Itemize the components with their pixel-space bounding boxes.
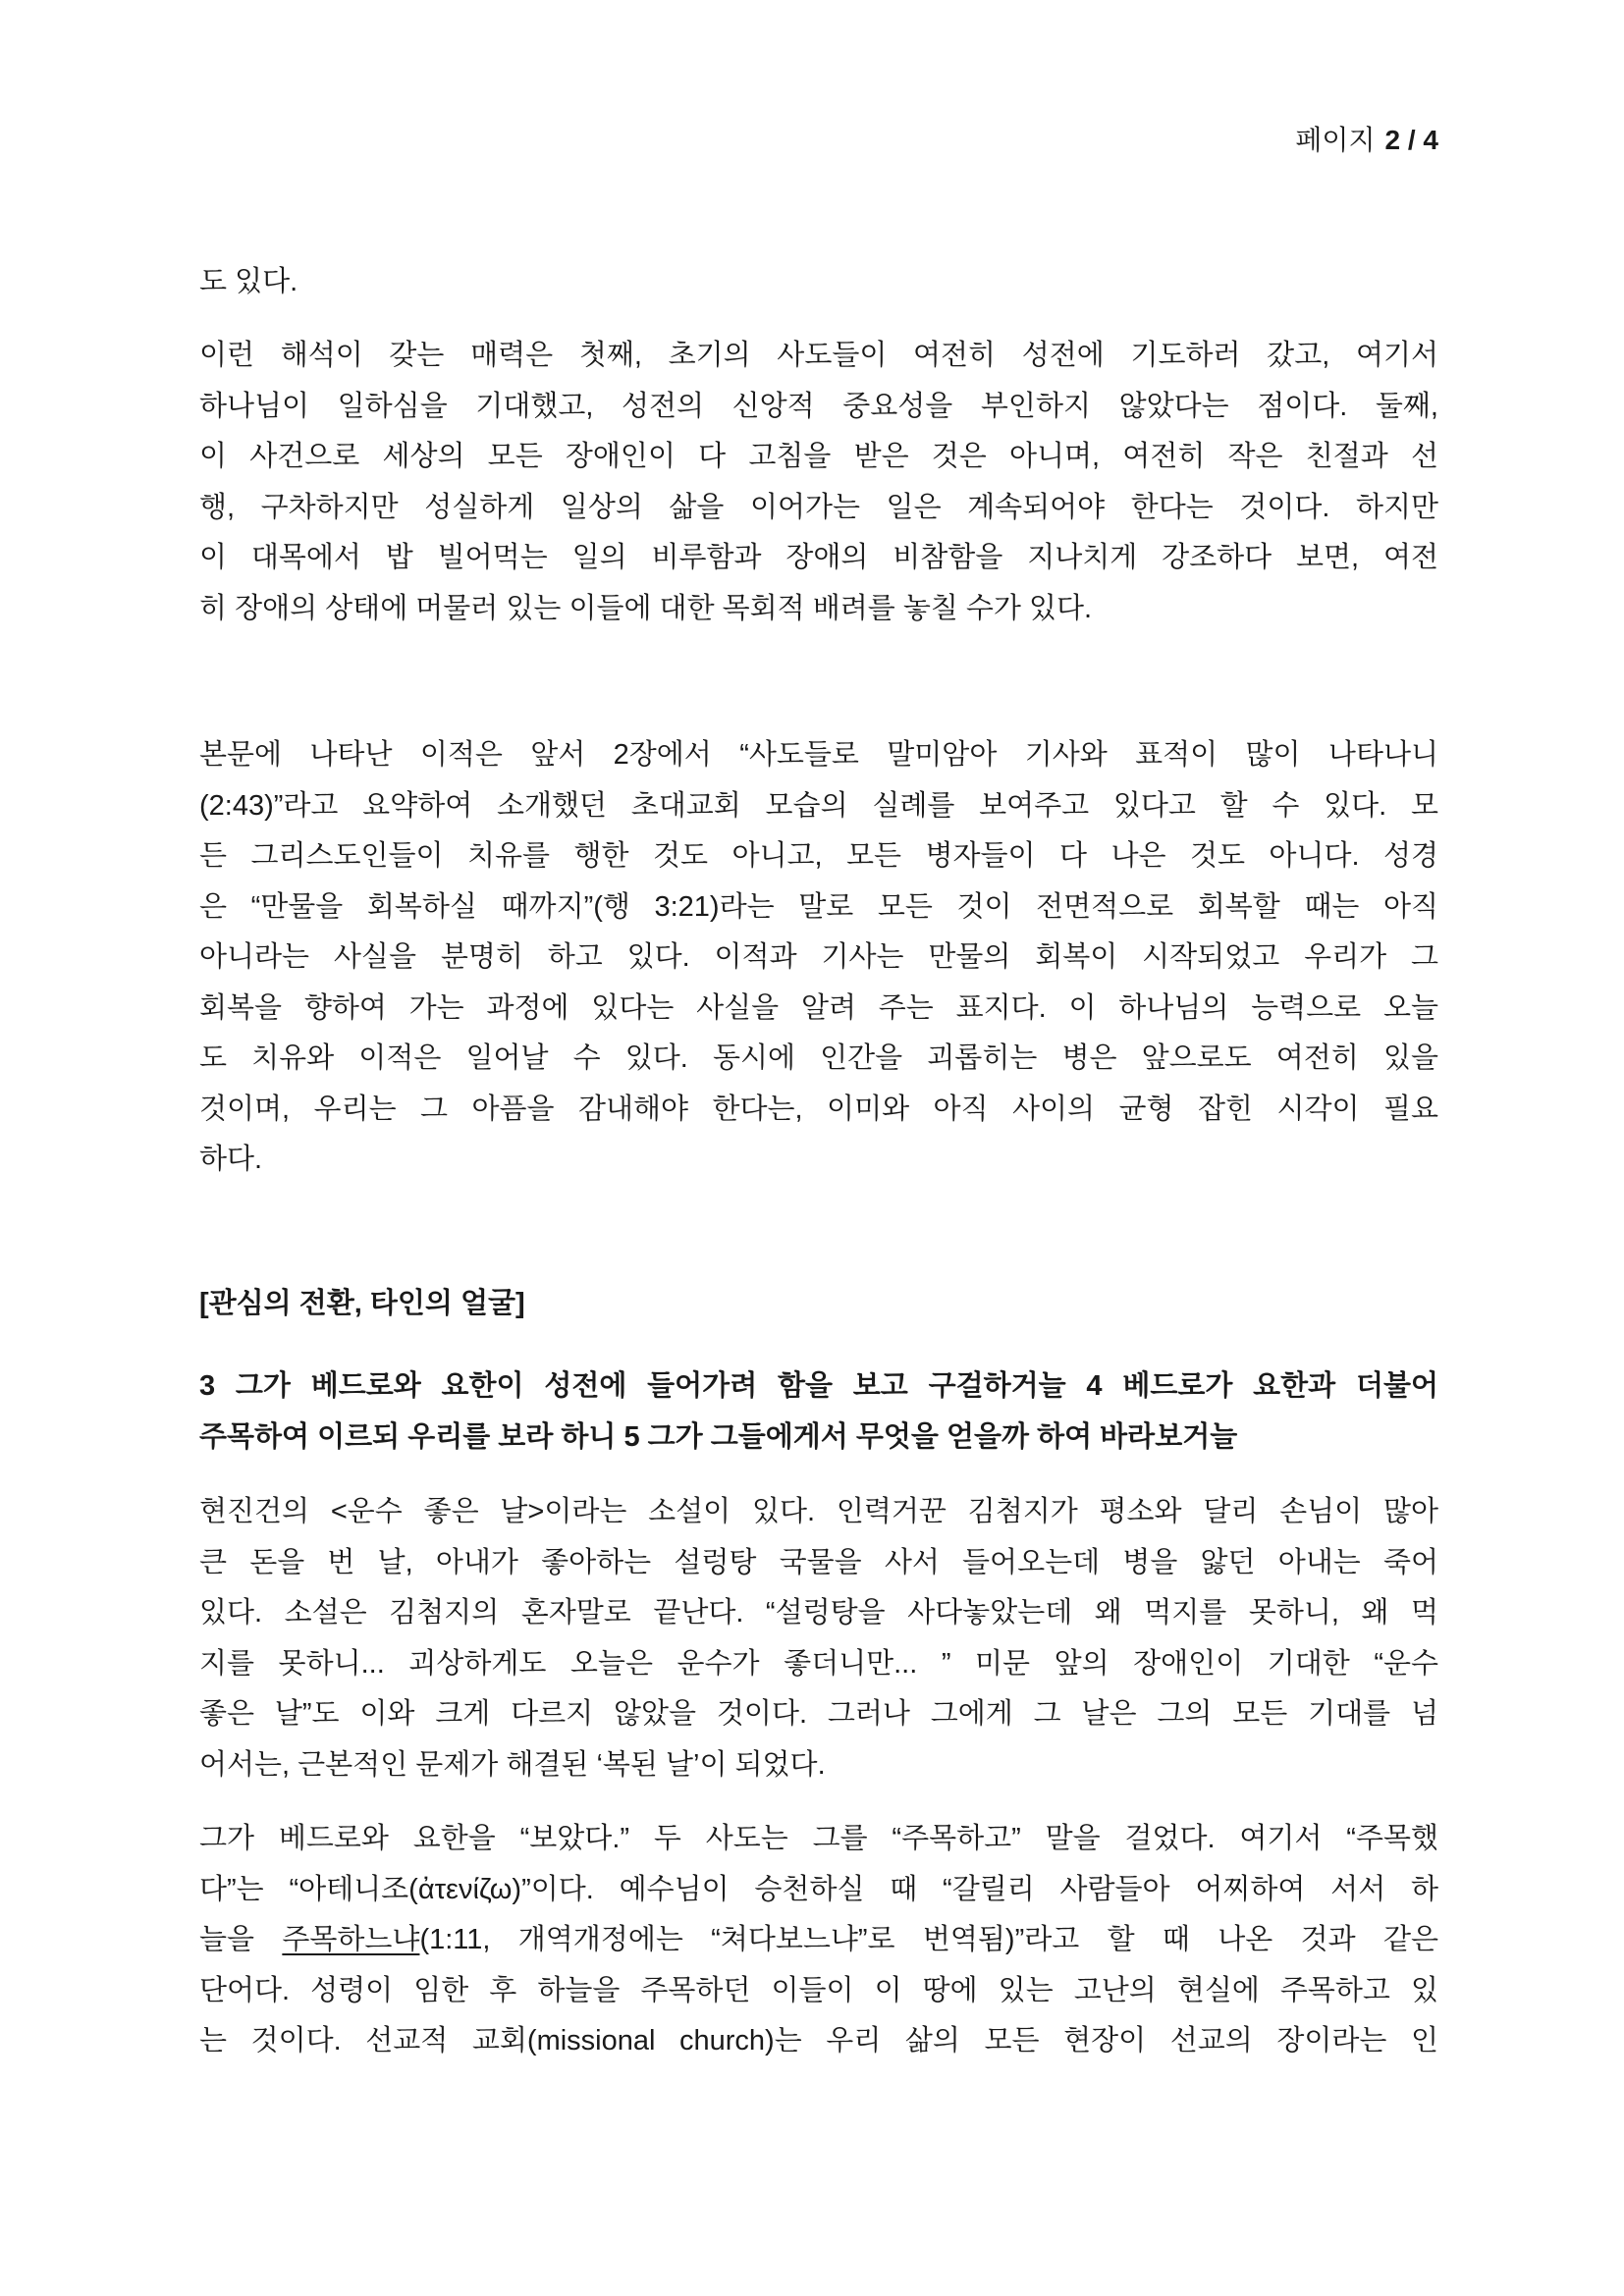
page-label: 페이지: [1295, 125, 1376, 155]
text-line: (2:43)”라고 요약하여 소개했던 초대교회 모습의 실례를 보여주고 있다고 할 수 있다. 모: [199, 789, 1438, 822]
text-line: 이 대목에서 밥 빌어먹는 일의 비루함과 장애의 비참함을 지나치게 강조하다 보면, 여전: [199, 542, 1438, 573]
section-heading: [199, 1279, 1438, 1330]
text-line: 어서는, 근본적인 문제가 해결된 ‘복된 날’이 되었다.: [199, 1748, 826, 1781]
text-line: 은 “만물을 회복하실 때까지”(행 3:21)라는 말로 모든 것이 전면적으로 회복할 때는 아직: [199, 890, 1438, 923]
scripture-verse: [199, 1362, 1438, 1463]
text-line: 도 치유와 이적은 일어날 수 있다. 동시에 인간을 괴롭히는 병은 앞으로도 여전히 있을: [199, 1042, 1438, 1074]
text-line: 도 있다.: [199, 266, 298, 297]
text-segment: 늘을: [199, 1924, 283, 1955]
paragraph-miracle: [199, 730, 1438, 1186]
verse-line: 주목하여 이르되 우리를 보라 하니 5 그가 그들에게서 무엇을 얻을까 하여 바라보거늘: [199, 1420, 1238, 1453]
text-line: 단어다. 성령이 임한 후 하늘을 주목하던 이들이 이 땅에 있는 고난의 현실에 주목하고 있: [199, 1974, 1438, 2006]
text-line: 있다. 소설은 김첨지의 혼자말로 끝난다. “설렁탕을 사다놓았는데 왜 먹지를 못하니, 왜 먹: [199, 1597, 1438, 1629]
paragraph-attention: [199, 1814, 1438, 2067]
text-line: 아니라는 사실을 분명히 하고 있다. 이적과 기사는 만물의 회복이 시작되었고 우리가 그: [199, 941, 1438, 973]
text-line: 이런 해석이 갖는 매력은 첫째, 초기의 사도들이 여전히 성전에 기도하러 갔고, 여기서: [199, 340, 1438, 371]
text-line: 하다.: [199, 1144, 263, 1175]
page-header: [1295, 122, 1438, 159]
text-line: [199, 1915, 1438, 1966]
text-line: 는 것이다. 선교적 교회(missional church)는 우리 삶의 모든 현장이 선교의 장이라는 인: [199, 2025, 1438, 2056]
text-line: 히 장애의 상태에 머물러 있는 이들에 대한 목회적 배려를 놓칠 수가 있다.: [199, 592, 1093, 624]
text-line: 큰 돈을 번 날, 아내가 좋아하는 설렁탕 국물을 사서 들어오는데 병을 앓던 아내는 죽어: [199, 1546, 1438, 1578]
text-line: 이 사건으로 세상의 모든 장애인이 다 고침을 받은 것은 아니며, 여전히 작은 친절과 선: [199, 441, 1438, 472]
page-number: 2 / 4: [1384, 125, 1438, 155]
text-line: 지를 못하니... 괴상하게도 오늘은 운수가 좋더니만... ” 미문 앞의 장애인이 기대한 “운수: [199, 1647, 1438, 1680]
text-line: 든 그리스도인들이 치유를 행한 것도 아니고, 모든 병자들이 다 나은 것도 아니다. 성경: [199, 840, 1438, 872]
text-segment: (1:11, 개역개정에는 “쳐다보느냐”로 번역됨)”라고 할 때 나온 것과 같은: [419, 1924, 1438, 1955]
text-line: 다”는 “아테니조(ἀτενίζω)”이다. 예수님이 승천하실 때 “갈릴리 사람들아 어찌하여 서서 하: [199, 1873, 1438, 1905]
text-line: 본문에 나타난 이적은 앞서 2장에서 “사도들로 말미암아 기사와 표적이 많이 나타나니: [199, 739, 1438, 771]
text-line: 좋은 날”도 이와 크게 다르지 않았을 것이다. 그러나 그에게 그 날은 그의 모든 기대를 넘: [199, 1698, 1438, 1730]
underlined-text: 주목하느냐: [282, 1924, 420, 1955]
paragraph-interpretation: [199, 331, 1438, 634]
text-line: 그가 베드로와 요한을 “보았다.” 두 사도는 그를 “주목하고” 말을 걸었다. 여기서 “주목했: [199, 1823, 1438, 1854]
paragraph-lucky-day: [199, 1487, 1438, 1790]
continuation-paragraph: [199, 257, 1438, 308]
section-heading-text: [관심의 전환, 타인의 얼굴]: [199, 1288, 525, 1319]
text-line: 하나님이 일하심을 기대했고, 성전의 신앙적 중요성을 부인하지 않았다는 점이다. 둘째,: [199, 390, 1438, 422]
text-line: 것이며, 우리는 그 아픔을 감내해야 한다는, 이미와 아직 사이의 균형 잡힌 시각이 필요: [199, 1093, 1438, 1125]
text-line: 회복을 향하여 가는 과정에 있다는 사실을 알려 주는 표지다. 이 하나님의 능력으로 오늘: [199, 991, 1438, 1024]
verse-line: 3 그가 베드로와 요한이 성전에 들어가려 함을 보고 구걸하거늘 4 베드로가 요한과 더불어: [199, 1370, 1438, 1402]
text-line: 행, 구차하지만 성실하게 일상의 삶을 이어가는 일은 계속되어야 한다는 것이다. 하지만: [199, 491, 1438, 523]
text-line: 현진건의 <운수 좋은 날>이라는 소설이 있다. 인력거꾼 김첨지가 평소와 달리 손님이 많아: [199, 1496, 1438, 1527]
